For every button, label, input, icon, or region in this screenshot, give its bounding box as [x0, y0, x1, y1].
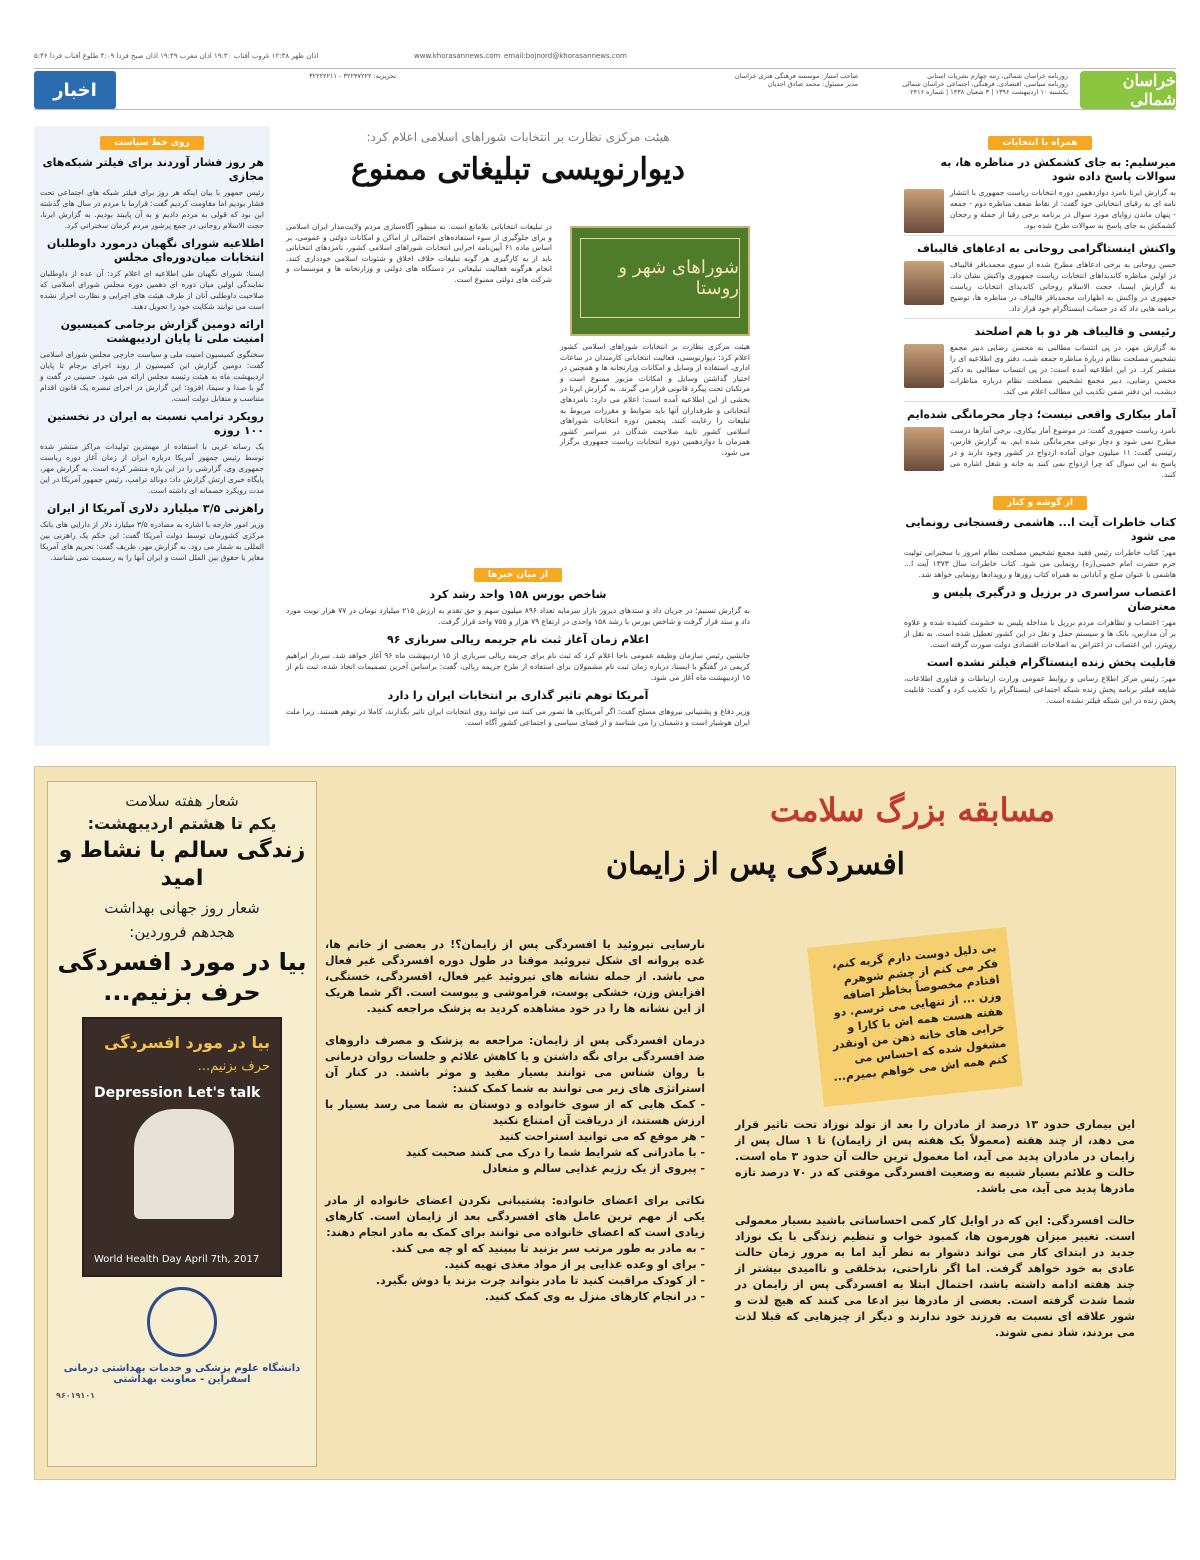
- top-info-bar: [34, 52, 1176, 62]
- news-body: وزیر دفاع و پشتیبانی نیروهای مسلح گفت: اگر آمریکایی ها تصور می کنند می توانند روی انتخابات ایران تاثیر بگذارند، کاملا در توهم هستند. زیرا ملت ایران هوشیار است و دشمنان را می شناسد و از فضای سیاسی و اجتماعی کشور آگاه است.: [286, 707, 750, 727]
- news-body: سخنگوی کمیسیون امنیت ملی و سیاست خارجی مجلس شورای اسلامی گفت: دومین گزارش این کمیسیون از روند اجرای برجام تا پایان اردیبهشت ماه به هیئت رئیسه مجلس ارائه می شود. حسینی در گفت و گو با صدا و سیما، افزود: این گزارش در اجرای تبصره یک قانون اقدام متناسب و متقابل دولت است.: [40, 350, 264, 403]
- news-body: جانشین رئیس سازمان وظیفه عمومی ناجا اعلام کرد که ثبت نام برای جریمه ریالی سربازی از ۱۵ اردیبهشت ماه ۹۶ آغاز خواهد شد. سردار ابراهیم کریمی در گفتگو با ایسنا، درباره زمان ثبت نام مشمولان برای استفاده از طرح جریمه ریالی، گفت: براساس آخرین تصمیمات اتخاذ شده، ثبت نام از ۱۵ اردیبهشت ماه آغاز می شود.: [286, 651, 750, 682]
- portrait-photo: [904, 189, 944, 233]
- news-body: وزیر امور خارجه با اشاره به مصادره ۳/۵ میلیارد دلار از دارایی های بانک مرکزی کشورمان توسط دولت آمریکا گفت: این حکم یک راهزنی بین المللی به شمار می رود. به گزارش مهر، ظریف گفت: تحریم های آمریکا مغایر با حقوق بین الملل است و ایران آنها را به رسمیت نمی شناسد.: [40, 520, 265, 562]
- masthead-date: یکشنبه ۱۰ اردیبهشت ۱۳۹۶ | ۳ شعبان ۱۴۳۸ | شماره ۲۴۱۶: [910, 88, 1068, 96]
- news-body: مهر: اعتصاب و تظاهرات مردم برزیل با مداخله پلیس به خشونت کشیده شده و علاوه بر آن مدارس، بانک ها و سیستم حمل و نقل در این کشور تعطیل شده است. به نقل از رویترز، این اعتصاب در اعتراض به اصلاحات اقتصادی دولت صورت گرفته است.: [904, 618, 1176, 649]
- poster-title: بیا در مورد افسردگی: [104, 1033, 270, 1052]
- news-body: یک رسانه غربی با استفاده از مهمترین تولیدات مراکز منتشر شده توسط رئیس جمهور آمریکا درباره ایران از زمان آغاز دوره ریاست جمهوری وی، گزارشی را در این باره منتشر کرده است. به گزارش مهر، پایگاه خبری ارتش گزارش داد: دونالد ترامپ، رئیس جمهور آمریکا در این مدت رویکرد خصمانه ای داشته است.: [40, 442, 264, 495]
- news-title[interactable]: واکنش اینستاگرامی روحانی به ادعاهای قالیباف: [917, 242, 1176, 255]
- news-body: نامزد ریاست جمهوری گفت: در موضوع آمار بیکاری، برخی آمارها درست مطرح نمی شود و دچار نوعی محرمانگی شده ایم. به گزارش فارس، رئیسی گفت: ۱۱ میلیون جوان آماده ازدواج در کشور وجود دارند و در پاسخ به این سوال که چرا ازدواج نمی کنند به خانه و شغل اشاره می کنند.: [950, 426, 1176, 479]
- right-column: [904, 126, 1176, 746]
- image-caption: شوراهای شهر و روستا: [580, 238, 740, 318]
- news-body: حسن روحانی به برخی ادعاهای مطرح شده از سوی محمدباقر قالیباف در اولین مناظره کاندیداهای انتخابات ریاست جمهوری واکنش نشان داد. به گزارش ایسنا، حجت الاسلام روحانی کاندیدای انتخابات ریاست جمهوری در واکنش به اظهارات محمدباقر قالیباف در مناظره ها، توضیح برنامه هایی داد که در حساب اینستاگرام خود قرار داد.: [950, 260, 1176, 313]
- poster-illustration: [134, 1109, 234, 1219]
- masthead-phones: تحریریه: ۳۲۲۴۷۲۲۲ - ۳۲۲۲۲۲۱۱: [309, 72, 396, 80]
- news-briefs: [286, 558, 750, 728]
- sticky-note: بی دلیل دوست دارم گریه کنم، فکر می کنم از چشم شوهرم افتادم مخصوصاً بخاطر اضافه وزن ... از تنهایی می ترسم. دو هفته هست همه اش با کارا و خرابی های خانه ذهن من اونقدر مشغول شده که احساس می کنم همه اش می خواهم بمیرم...: [807, 927, 1023, 1107]
- news-title[interactable]: رئیسی و قالیباف هر دو با هم اصلحند: [974, 325, 1176, 338]
- ad-who-slogan: بیا در مورد افسردگی حرف بزنیم...: [57, 948, 307, 1006]
- news-title[interactable]: رویکرد ترامپ نسبت به ایران در نخستین ۱۰۰ روزه: [47, 410, 264, 437]
- news-body: مهر: کتاب خاطرات رئیس فقید مجمع تشخیص مصلحت نظام امروز با سخنرانی تولیت حرم حضرت امام خمینی(ره) رونمایی می شود. کتاب خاطرات سال ۱۳۷۳ آیت ا... هاشمی با عنوان صلح و آبادانی به همراه کتاب روزها و رویدادها رونمایی خواهد شد.: [904, 548, 1177, 579]
- story-body: هیئت مرکزی نظارت بر انتخابات شوراهای اسلامی کشور اعلام کرد: دیوارنویسی، فعالیت انتخاباتی کارمندان در ساعات اداری، استفاده از وسایل و امکانات وزارتخانه ها و همچنین در اختیار گذاشتن وسایل و امکانات مزبور ممنوع است و مرتکبان تحت پیگرد قانونی قرار می گیرند. به گزارش ایرنا در بخشی از این اطلاعیه آمده است: اعلام می دارد: نامزدهای انتخاباتی و طرفداران آنها باید ضوابط و مقررات مربوط به تبلیغات را رعایت کنند. پنجمین دوره انتخابات شوراهای اسلامی کشور تایید صلاحیت شدگان در سراسر کشور همزمان با دوازدهمین دوره انتخابات ریاست جمهوری برگزار می شود.: [560, 342, 750, 457]
- health-ad: [34, 766, 1176, 1480]
- masthead-publisher: صاحب امتیاز: موسسه فرهنگی هنری خراسان: [734, 72, 858, 80]
- ad-slogan: زندگی سالم با نشاط و امید: [58, 838, 306, 891]
- section-tag: از گوشه و کنار: [993, 496, 1087, 510]
- story-kicker: هیئت مرکزی نظارت بر انتخابات شوراهای اسلامی اعلام کرد:: [366, 130, 670, 144]
- ad-column-2: این بیماری حدود ۱۳ درصد از مادران را بعد از تولد نوزاد تحت تاثیر قرار می دهد، از چند هفته (معمولاً یک هفته پس از زایمان) تا ۱ سال پس از زایمان در مادران پدید می آید، اما معمول ترین حالت آن حدود ۳ ماه است. حالت و علائم بسیار شبیه به وضعیت افسردگی موقتی که در ۷۰ درصد تازه مادرها پدید می آید، می باشد. حالت افسردگی: این که در اوایل کار کمی احساساتی باشید بسیار معمولی است. تغییر میزان هورمون ها، کمبود خواب و تنظیم زندگی با یک نوزاد جدید در ابتدای کار می تواند دشوار به نظر آید اما به مرور زمان حالت عادی به خود خواهد گرفت. اما اگر ناراحتی، بدخلقی و ناامیدی بیشتر از چند هفته ادامه داشته باشد، احتمال ابتلا به افسردگی پس از زایمان در شما شدت گرفته است. بعضی از مادرها نیز ادعا می کنند که هیچ لذت و شور علاقه ای نسبت به فرزند خود ندارند و دیگر از چیزهایی که قبلا لذت می بردند، شاد نمی شوند.: [735, 1118, 1136, 1339]
- masthead-info-3: [216, 72, 396, 80]
- news-body: مهر: رئیس مرکز اطلاع رسانی و روابط عمومی وزارت ارتباطات و فناوری اطلاعات، شایعه فیلتر برنامه پخش زنده شبکه اجتماعی اینستاگرام را تکذیب کرد و گفت: قابلیت پخش زنده در این شبکه فیلتر نشده است.: [904, 674, 1176, 705]
- left-column: [34, 126, 270, 746]
- news-body: رئیس جمهور با بیان اینکه هر روز برای فیلتر شبکه های اجتماعی تحت فشار بودیم اما مقاومت کردیم گفت: قرارما با مردم در سال های گذشته این بود که قولی به مردم دادیم و به آن پایبند بودیم. به گزارش ایرنا، حجت الاسلام روحانی در جمع پرشور مردم کرمان سخنرانی کرد.: [40, 188, 264, 230]
- story-image: [570, 226, 750, 336]
- portrait-photo: [904, 344, 944, 388]
- news-title[interactable]: شاخص بورس ۱۵۸ واحد رشد کرد: [429, 588, 607, 601]
- masthead-line: روزنامه خراسان شمالی، رتبه چهارم نشریات استانی: [927, 72, 1068, 80]
- news-title[interactable]: اطلاعیه شورای نگهبان درمورد داوطلبان انتخابات میان‌دوره‌ای مجلس: [47, 237, 264, 264]
- news-title[interactable]: کتاب خاطرات آیت ا... هاشمی رفسنجانی رونمایی می شود: [905, 516, 1176, 543]
- news-item[interactable]: [904, 242, 1176, 314]
- ad-who-date: هجدهم فروردین:: [129, 923, 235, 941]
- news-title[interactable]: راهزنی ۳/۵ میلیارد دلاری آمریکا از ایران: [47, 502, 264, 515]
- ad-sidebar: [47, 781, 317, 1467]
- divider: [904, 235, 1176, 236]
- section-tag: روی خط سیاست: [100, 136, 204, 150]
- news-title[interactable]: هر روز فشار آوردند برای فیلتر شبکه‌های مجازی: [42, 156, 264, 183]
- story-headline[interactable]: دیوارنویسی تبلیغاتی ممنوع: [350, 152, 686, 187]
- ad-slogan-label: شعار هفته سلامت: [125, 792, 239, 810]
- masthead-info-2: [688, 72, 858, 88]
- ad-title: مسابقه بزرگ سلامت: [769, 791, 1055, 829]
- ad-signature: دانشگاه علوم پزشکی و خدمات بهداشتی درمانی اسفراین - معاونت بهداشتی: [63, 1363, 301, 1385]
- portrait-photo: [904, 261, 944, 305]
- news-item[interactable]: [904, 156, 1176, 231]
- ad-column-1: نارسایی تیروئید یا افسردگی پس از زایمان؟! در بعضی از خانم ها، غده پروانه ای شکل تیروئید موقتا در طول دوره افسردگی غیر فعال می باشد. از جمله نشانه های تیروئید غیر فعال، افسردگی، خستگی، افزایش وزن، خشکی پوست، فراموشی و یبوست است. اگر شما هریک از این نشانه ها را در خود مشاهده کردید به پزشک مراجعه کنید. درمان افسردگی پس از زایمان: مراجعه به پزشک و مصرف داروهای ضد افسردگی برای نگه داشتن و یا کاهش علائم و جلسات روان درمانی با روان شناس می توانند بسیار مفید و موثر باشند. در کنار آن استراتژی های زیر می توانند به شما کمک کنند: - کمک هایی که از سوی خانواده و دوستان به شما می رسد بسیار با ارزش هستند، از دریافت آن امتناع نکنید - هر موقع که می توانید استراحت کنید - با مادرانی که شرایط شما را درک می کنند صحبت کنید - پیروی از یک رژیم غذایی سالم و متعادل نکاتی برای اعضای خانواده: پشتیبانی نکردن اعضای خانواده از مادر یکی از مهم ترین عامل های افسردگی بعد از زایمان است. کارهای زیادی است که اعضای خانواده می توانند برای کمک به مادر انجام دهند: - به مادر به طور مرتب سر بزنید تا ببینید که او چه می کند. - برای او وعده غذایی پر از مواد مغذی تهیه کنید. - از کودک مراقبت کنید تا مادر بتواند چرت بزند یا دوش بگیرد. - در انجام کارهای منزل به وی کمک کنید.: [325, 938, 705, 1303]
- ad-code: ۹۶۰۱۹۱۰۱: [56, 1391, 96, 1400]
- section-label[interactable]: اخبار: [34, 71, 116, 109]
- divider: [904, 318, 1176, 319]
- news-title[interactable]: قابلیت پخش زنده اینستاگرام فیلتر نشده است: [926, 656, 1176, 669]
- news-title[interactable]: اعلام زمان آغاز ثبت نام جریمه ریالی سربازی ۹۶: [387, 633, 649, 646]
- story-body-cont: در تبلیغات انتخاباتی بلامانع است. به منظور آگاه‌سازی مردم ولایت‌مدار ایران اسلامی و برای جلوگیری از سوء استفاده‌های احتمالی از اماکن و امکانات دولتی و عمومی، بر اساس ماده ۶۱ آیین‌نامه اجرایی انتخابات شوراهای اسلامی کشور، نامزدهای انتخاباتی باید از به کارگیری هر گونه تبلیغات خلاف اخلاق و شئونات اسلامی خودداری کنند. انجام هرگونه فعالیت تبلیغاتی در دستگاه های دولتی و وزارتخانه ها و موسسات و شرکت های دولتی ممنوع است.: [286, 222, 552, 284]
- newspaper-logo[interactable]: خراسان شمالی: [1080, 71, 1176, 109]
- masthead-manager: مدیر مسئول: محمد صادق احدیان: [767, 80, 858, 88]
- main-story: [286, 126, 750, 746]
- poster-english: Depression Let's talk: [94, 1085, 261, 1101]
- news-body: به گزارش تسنیم؛ در جریان داد و ستدهای دیروز بازار سرمایه تعداد ۸۹۶ میلیون سهم و حق تقدم به ارزش ۲۱۵ میلیارد تومان در ۷۷ هزار نوبت مورد داد و ستد قرار گرفت و شاخص بورس با رشد ۱۵۸ واحدی در ارتفاع ۷۹ هزار و ۷۵۵ واحد قرار گرفت.: [286, 606, 751, 626]
- news-title[interactable]: ارائه دومین گزارش برجامی کمیسیون امنیت ملی تا پایان اردیبهشت: [60, 318, 264, 345]
- portrait-photo: [904, 427, 944, 471]
- who-poster: [82, 1017, 282, 1277]
- ad-subtitle: افسردگی پس از زایمان: [605, 847, 905, 882]
- section-tag: از میان خبرها: [474, 568, 562, 582]
- news-title[interactable]: آمار بیکاری واقعی نیست؛ دچار محرمانگی شده‌ایم: [907, 408, 1176, 421]
- section-tag: همراه با انتخابات: [988, 136, 1091, 150]
- university-emblem-icon: [147, 1287, 217, 1357]
- news-title[interactable]: آمریکا توهم تاثیر گذاری بر انتخابات ایران را دارد: [387, 689, 649, 702]
- masthead-line: روزنامه سیاسی، اقتصادی، فرهنگی، اجتماعی خراسان شمالی: [902, 80, 1068, 88]
- poster-footer: World Health Day April 7th, 2017: [94, 1254, 260, 1265]
- divider: [904, 401, 1176, 402]
- website-link[interactable]: www.khorasannews.com: [414, 52, 501, 60]
- ad-who-label: شعار روز جهانی بهداشت: [104, 899, 260, 917]
- prayer-times: اذان ظهر ۱۲:۳۸ غروب آفتاب ۱۹:۳۰ اذان مغرب ۱۹:۴۹ اذان صبح فردا ۴:۰۹ طلوع آفتاب فردا ۵:۴۶: [34, 52, 319, 60]
- email-link[interactable]: email:bojnord@khorasannews.com: [504, 52, 627, 60]
- news-body: به گزارش ایرنا نامزد دوازدهمین دوره انتخابات ریاست جمهوری با انتشار نامه ای به رقبای انتخاباتی خود گفت: از نقاط ضعف مناظره دوم - جمعه - پنهان ماندن زوایای مورد سوال در برنامه برخی رقبا از جمله و رجحان کشمکش به جای پاسخ به سوالات طرح شده بود.: [950, 188, 1176, 230]
- masthead: [34, 68, 1176, 110]
- news-body: ایسنا: شورای نگهبان طی اطلاعیه ای اعلام کرد: آن عده از داوطلبان نمایندگی اولین میان دوره ای دهمین دوره مجلس شورای اسلامی که صلاحیت داوطلبی آنان از طرف هیئت های اجرایی و نظارت احراز نشده است می توانند شکایت خود را تحویل دهند.: [40, 269, 264, 311]
- news-title[interactable]: اعتصاب سراسری در برزیل و درگیری پلیس و معترضان: [932, 586, 1176, 613]
- ad-dates: یکم تا هشتم اردیبهشت:: [87, 814, 277, 833]
- masthead-info-1: [868, 72, 1068, 96]
- news-item[interactable]: [904, 325, 1176, 397]
- news-body: به گزارش مهر، در پی انتساب مطالبی به محسن رضایی دبیر مجمع تشخیص مصلحت نظام درباره مناظره جمعه شب، دفتر وی اطلاعیه ای را منتشر کرد. در این اطلاعیه آمده است: در پی انتساب مطالبی به دکتر محسن رضایی، دبیر مجمع تشخیص مصلحت نظام درباره مناظرات دیشب، این دفتر ضمن تکذیب این مطالب اعلام می کند.: [950, 343, 1176, 396]
- poster-subtitle: حرف بزنیم...: [197, 1059, 270, 1074]
- news-item[interactable]: [904, 408, 1176, 480]
- news-title[interactable]: میرسلیم: به جای کشمکش در مناظره ها، به سوالات پاسخ داده شود: [940, 156, 1176, 183]
